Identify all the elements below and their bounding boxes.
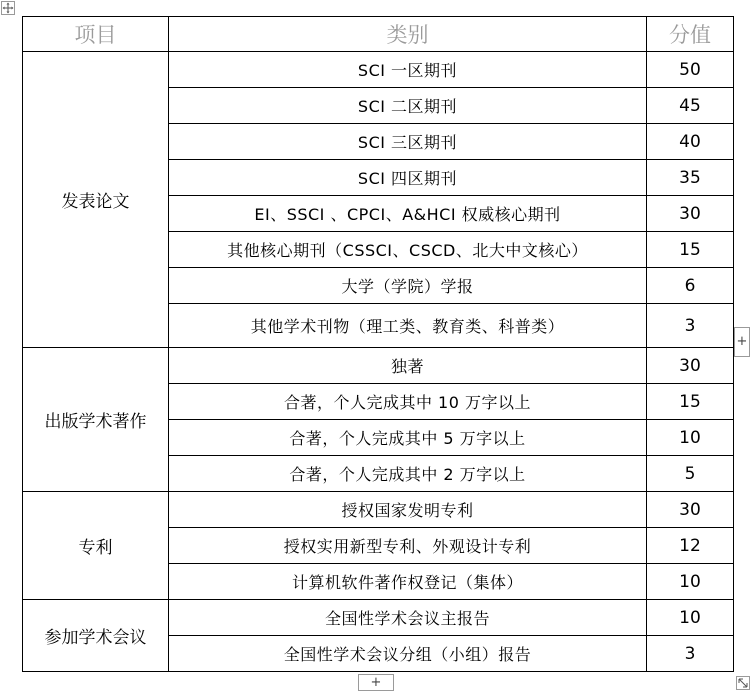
score-cell: 50	[647, 52, 734, 88]
group-cell: 发表论文	[23, 52, 169, 348]
header-item: 项目	[23, 17, 169, 52]
score-cell: 10	[647, 420, 734, 456]
table-row	[23, 600, 734, 636]
category-cell: EI、SSCI 、CPCI、A&HCI 权威核心期刊	[169, 196, 647, 232]
group-cell: 出版学术著作	[23, 348, 169, 492]
category-cell: 授权国家发明专利	[169, 492, 647, 528]
score-table	[22, 16, 734, 672]
category-cell: 全国性学术会议分组（小组）报告	[169, 636, 647, 672]
category-cell: 授权实用新型专利、外观设计专利	[169, 528, 647, 564]
table-row	[23, 492, 734, 528]
score-cell: 15	[647, 232, 734, 268]
score-cell: 35	[647, 160, 734, 196]
table-row	[23, 348, 734, 384]
category-cell: 计算机软件著作权登记（集体）	[169, 564, 647, 600]
category-cell: 其他学术刊物（理工类、教育类、科普类）	[169, 304, 647, 348]
group-cell: 专利	[23, 492, 169, 600]
category-cell: 合著，个人完成其中 5 万字以上	[169, 420, 647, 456]
score-cell: 10	[647, 564, 734, 600]
score-cell: 6	[647, 268, 734, 304]
category-cell: SCI 二区期刊	[169, 88, 647, 124]
score-cell: 3	[647, 304, 734, 348]
score-cell: 5	[647, 456, 734, 492]
score-cell: 30	[647, 492, 734, 528]
move-cross-icon	[2, 2, 14, 14]
group-cell: 参加学术会议	[23, 600, 169, 672]
score-cell: 15	[647, 384, 734, 420]
add-column-button[interactable]: +	[734, 327, 750, 357]
category-cell: 全国性学术会议主报告	[169, 600, 647, 636]
category-cell: 合著，个人完成其中 2 万字以上	[169, 456, 647, 492]
score-cell: 10	[647, 600, 734, 636]
category-cell: SCI 一区期刊	[169, 52, 647, 88]
category-cell: 合著，个人完成其中 10 万字以上	[169, 384, 647, 420]
score-cell: 45	[647, 88, 734, 124]
category-cell: 大学（学院）学报	[169, 268, 647, 304]
score-cell: 30	[647, 196, 734, 232]
score-cell: 12	[647, 528, 734, 564]
category-cell: 其他核心期刊（CSSCI、CSCD、北大中文核心）	[169, 232, 647, 268]
table-resize-handle[interactable]	[736, 676, 750, 690]
category-cell: 独著	[169, 348, 647, 384]
score-cell: 40	[647, 124, 734, 160]
header-row	[23, 17, 734, 52]
header-score: 分值	[647, 17, 734, 52]
header-category: 类别	[169, 17, 647, 52]
table-row	[23, 52, 734, 88]
score-cell: 3	[647, 636, 734, 672]
category-cell: SCI 四区期刊	[169, 160, 647, 196]
category-cell: SCI 三区期刊	[169, 124, 647, 160]
table-move-handle[interactable]	[1, 1, 15, 15]
score-cell: 30	[647, 348, 734, 384]
resize-diagonal-icon	[737, 677, 749, 689]
add-row-button[interactable]: +	[358, 674, 394, 691]
